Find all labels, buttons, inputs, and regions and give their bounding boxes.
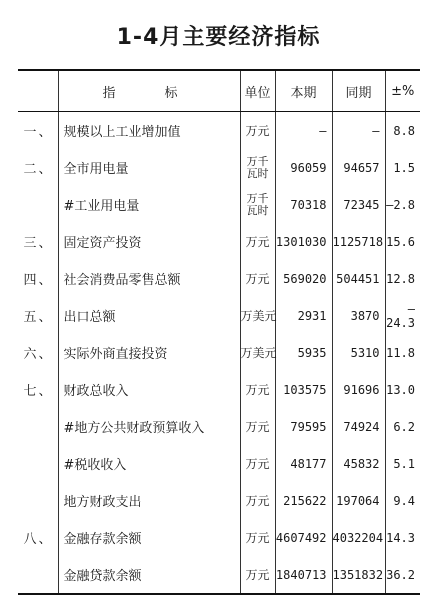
header-change: ±% <box>385 70 420 112</box>
row-change-percent: 36.2 <box>385 556 420 594</box>
row-number <box>18 445 58 482</box>
row-change-percent: 1.5 <box>385 149 420 186</box>
row-current-value: 48177 <box>275 445 332 482</box>
row-indicator-name: 财政总收入 <box>58 371 240 408</box>
row-change-percent: 9.4 <box>385 482 420 519</box>
row-current-value: 70318 <box>275 186 332 223</box>
table-row <box>18 223 420 260</box>
header-unit: 单位 <box>240 70 275 112</box>
row-change-percent: 14.3 <box>385 519 420 556</box>
row-unit: 万元 <box>240 408 275 445</box>
row-indicator-name: 全市用电量 <box>58 149 240 186</box>
row-number: 五、 <box>23 310 54 325</box>
table-row <box>18 149 420 186</box>
row-current-value: 215622 <box>275 482 332 519</box>
indicator-table <box>18 69 420 595</box>
row-change-percent: 8.8 <box>385 112 420 150</box>
row-number: 四、 <box>23 273 54 288</box>
row-unit: 万元 <box>240 371 275 408</box>
row-number: 六、 <box>23 347 54 362</box>
row-indicator-name: 实际外商直接投资 <box>58 334 240 371</box>
row-indicator-name: #税收收入 <box>58 445 240 482</box>
row-unit: 万千 瓦时 <box>240 149 275 186</box>
row-previous-value: 1351832 <box>332 556 385 594</box>
row-indicator-name: 地方财政支出 <box>58 482 240 519</box>
table-row <box>18 482 420 519</box>
row-previous-value: 197064 <box>332 482 385 519</box>
row-indicator-name: 固定资产投资 <box>58 223 240 260</box>
row-unit: 万元 <box>240 445 275 482</box>
row-unit: 万千 瓦时 <box>240 186 275 223</box>
row-number: 一、 <box>23 125 54 140</box>
row-change-percent: –2.8 <box>385 186 420 223</box>
row-number: 三、 <box>23 236 54 251</box>
row-previous-value: 504451 <box>332 260 385 297</box>
row-previous-value: 94657 <box>332 149 385 186</box>
table-row <box>18 445 420 482</box>
row-unit: 万美元 <box>240 334 275 371</box>
row-change-percent: 5.1 <box>385 445 420 482</box>
row-previous-value: 4032204 <box>332 519 385 556</box>
row-number: 二、 <box>23 162 54 177</box>
row-current-value: 2931 <box>275 297 332 334</box>
header-indicator: 指 标 <box>58 70 240 112</box>
row-number: 七、 <box>23 384 54 399</box>
row-change-percent: 13.0 <box>385 371 420 408</box>
header-previous: 同期 <box>332 70 385 112</box>
row-current-value: 4607492 <box>275 519 332 556</box>
header-current: 本期 <box>275 70 332 112</box>
row-change-percent: 15.6 <box>385 223 420 260</box>
row-previous-value: 5310 <box>332 334 385 371</box>
row-indicator-name: 社会消费品零售总额 <box>58 260 240 297</box>
row-previous-value: 3870 <box>332 297 385 334</box>
row-number <box>18 556 58 594</box>
row-current-value: 1301030 <box>275 223 332 260</box>
row-current-value: 96059 <box>275 149 332 186</box>
row-previous-value: 72345 <box>332 186 385 223</box>
row-current-value: 79595 <box>275 408 332 445</box>
row-change-percent: 12.8 <box>385 260 420 297</box>
table-row <box>18 112 420 150</box>
row-unit: 万元 <box>240 482 275 519</box>
page-title: 1-4月主要经济指标 <box>116 25 321 50</box>
row-number <box>18 408 58 445</box>
row-unit: 万元 <box>240 519 275 556</box>
row-previous-value: 74924 <box>332 408 385 445</box>
row-unit: 万元 <box>240 112 275 150</box>
row-previous-value: – <box>332 112 385 150</box>
row-number <box>18 482 58 519</box>
table-row <box>18 186 420 223</box>
header-number <box>18 70 58 112</box>
row-unit: 万美元 <box>240 297 275 334</box>
row-current-value: – <box>275 112 332 150</box>
table-row <box>18 556 420 594</box>
row-indicator-name: 金融贷款余额 <box>58 556 240 594</box>
table-header-row <box>18 70 420 112</box>
row-change-percent: –24.3 <box>385 297 420 334</box>
row-change-percent: 6.2 <box>385 408 420 445</box>
row-current-value: 5935 <box>275 334 332 371</box>
row-indicator-name: 金融存款余额 <box>58 519 240 556</box>
row-unit: 万元 <box>240 223 275 260</box>
row-current-value: 569020 <box>275 260 332 297</box>
row-current-value: 1840713 <box>275 556 332 594</box>
row-current-value: 103575 <box>275 371 332 408</box>
row-number <box>18 186 58 223</box>
row-number: 八、 <box>23 532 54 547</box>
table-row <box>18 519 420 556</box>
row-indicator-name: #工业用电量 <box>58 186 240 223</box>
row-previous-value: 1125718 <box>332 223 385 260</box>
row-indicator-name: 规模以上工业增加值 <box>58 112 240 150</box>
row-indicator-name: 出口总额 <box>58 297 240 334</box>
row-change-percent: 11.8 <box>385 334 420 371</box>
table-row <box>18 371 420 408</box>
table-row <box>18 297 420 334</box>
row-previous-value: 91696 <box>332 371 385 408</box>
row-unit: 万元 <box>240 556 275 594</box>
row-unit: 万元 <box>240 260 275 297</box>
table-row <box>18 408 420 445</box>
table-row <box>18 334 420 371</box>
row-indicator-name: #地方公共财政预算收入 <box>58 408 240 445</box>
row-previous-value: 45832 <box>332 445 385 482</box>
table-row <box>18 260 420 297</box>
